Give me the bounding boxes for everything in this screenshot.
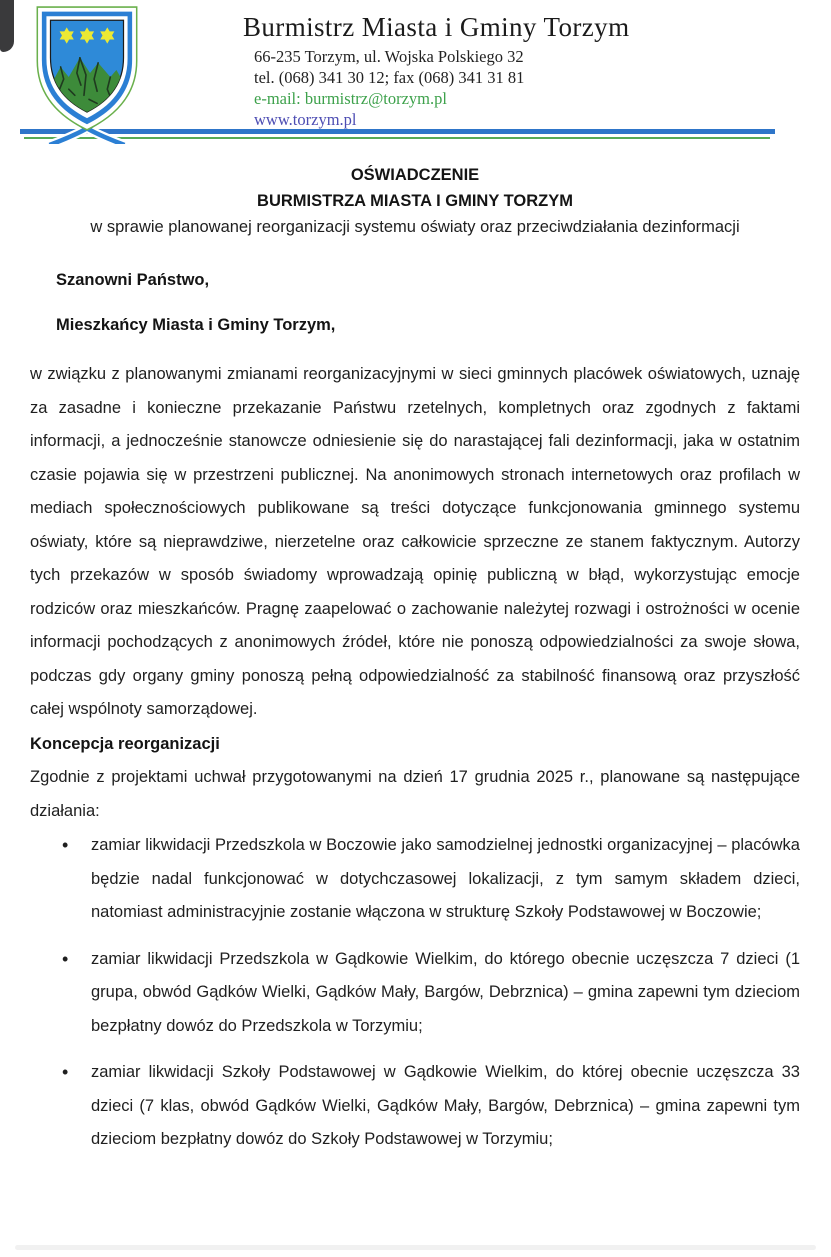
document-title-line2: BURMISTRZA MIASTA I GMINY TORZYM — [257, 192, 573, 210]
letterhead-website: www.torzym.pl — [254, 110, 357, 129]
document-body — [30, 162, 800, 1170]
list-item: • zamiar likwidacji Przedszkola w Gądkowie Wielkim, do którego obecnie uczęszcza 7 dzieci (1 grupa, obwód Gądków Wielki, Gądków Mały, Bargów, Debrznica) – gmina zapewni tym dzieciom bezpłatny dowóz do Przedszkola w Torzymiu; — [91, 943, 800, 1044]
letterhead-address: 66-235 Torzym, ul. Wojska Polskiego 32 — [254, 47, 524, 66]
page-bottom-bar — [15, 1245, 816, 1250]
document-title-line1: OŚWIADCZENIE — [350, 166, 480, 184]
section-heading: Koncepcja reorganizacji — [30, 734, 220, 753]
document-subtitle: w sprawie planowanej reorganizacji systemu oświaty oraz przeciwdziałania dezinformacji — [90, 218, 740, 236]
reorganization-bullet-list — [30, 829, 800, 1157]
torzym-coat-of-arms-icon — [26, 2, 148, 144]
salutation-line2: Mieszkańcy Miasta i Gminy Torzym, — [56, 316, 336, 334]
letterhead-email: e-mail: burmistrz@torzym.pl — [254, 89, 447, 108]
section-intro: Zgodnie z projektami uchwał przygotowanymi na dzień 17 grudnia 2025 r., planowane są następujące działania: — [30, 768, 800, 820]
salutation-line1: Szanowni Państwo, — [56, 271, 210, 289]
main-paragraph: w związku z planowanymi zmianami reorganizacyjnymi w sieci gminnych placówek oświatowych, uznaję za zasadne i konieczne przekazanie Państwu rzetelnych, kompletnych oraz zgodnych z faktami informacji, a jednocześnie stanowcze odniesienie się do narastającej fali dezinformacji, jaka w ostatnim czasie pojawia się w przestrzeni publicznej. Na anonimowych stronach internetowych oraz profilach w mediach społecznościowych publikowane są treści dotyczące funkcjonowania gminnego systemu oświaty, które są nieprawdziwe, nierzetelne oraz całkowicie sprzeczne ze stanem faktycznym. Autorzy tych przekazów w sposób świadomy wprowadzają opinię publiczną w błąd, wykorzystując emocje rodziców oraz mieszkańców. Pragnę zaapelować o zachowanie należytej rozwagi i ostrożności w ocenie informacji pochodzących z anonimowych źródeł, które nie ponoszą odpowiedzialności za swoje słowa, podczas gdy organy gminy ponoszą pełną odpowiedzialność za stabilność finansową oraz przyszłość całej wspólnoty samorządowej. — [30, 365, 800, 718]
list-item: • zamiar likwidacji Szkoły Podstawowej w Gądkowie Wielkim, do której obecnie uczęszcza 33 dzieci (7 klas, obwód Gądków Wielki, Gądków Mały, Bargów, Debrznica) – gmina zapewni tym dzieciom bezpłatny dowóz do Szkoły Podstawowej w Torzymiu; — [91, 1056, 800, 1157]
letterhead — [243, 11, 629, 130]
list-item: • zamiar likwidacji Przedszkola w Boczowie jako samodzielnej jednostki organizacyjnej – placówka będzie nadal funkcjonować w dotychczasowej lokalizacji, z tym samym składem dzieci, natomiast administracyjnie zostanie włączona w strukturę Szkoły Podstawowej w Boczowie; — [91, 829, 800, 930]
letterhead-org-title: Burmistrz Miasta i Gminy Torzym — [243, 12, 630, 42]
letterhead-phone-fax: tel. (068) 341 30 12; fax (068) 341 31 81 — [254, 68, 525, 87]
dark-corner-artifact — [0, 0, 14, 52]
letterhead-contact-block — [243, 46, 629, 130]
